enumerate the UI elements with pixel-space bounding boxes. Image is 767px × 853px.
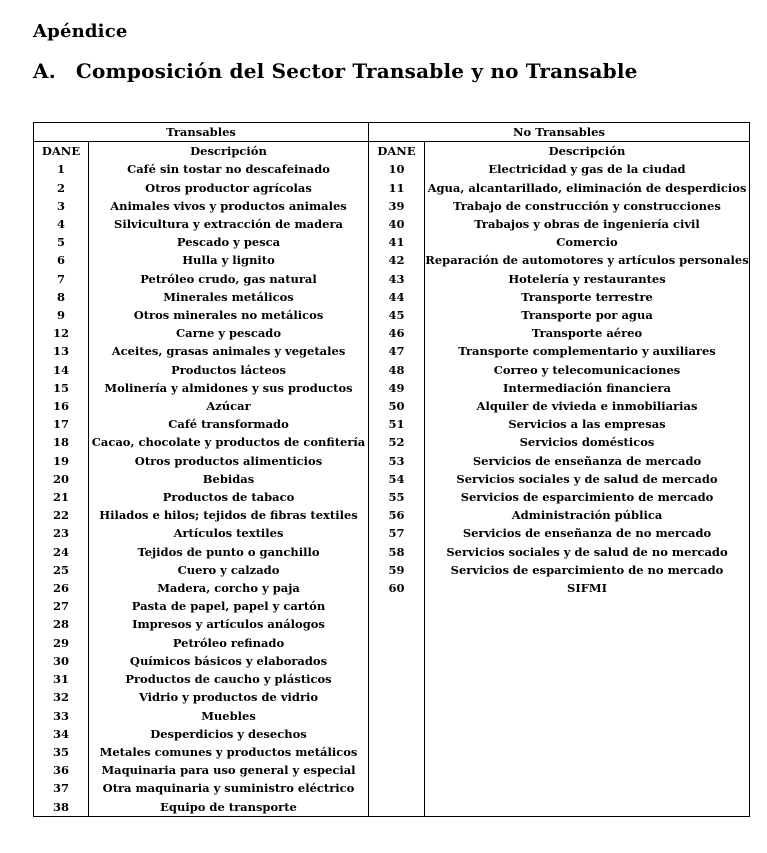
table-row [34,615,750,633]
dane-code-left: 7 [34,270,89,288]
description-right: Servicios sociales y de salud de mercado [456,471,718,486]
description-right: Transporte por agua [521,308,653,323]
dane-code-right: 59 [369,561,425,579]
table-row [34,707,750,725]
dane-code-left: 21 [34,488,89,506]
dane-code-right: 10 [369,160,425,178]
dane-code-right: 40 [369,215,425,233]
dane-code-left: 1 [34,160,89,178]
description-right: Alquiler de vivieda e inmobiliarias [476,399,698,414]
table-row [34,324,750,342]
dane-code-left: 31 [34,670,89,688]
table-row [34,634,750,652]
group-header-row [34,123,750,142]
dane-code-right: 45 [369,306,425,324]
dane-code-right [369,670,425,688]
dane-code-left: 13 [34,342,89,360]
table-row [34,197,750,215]
dane-code-left: 34 [34,725,89,743]
table-row [34,506,750,524]
description-left: Otra maquinaria y suministro eléctrico [89,779,369,797]
description-left: Químicos básicos y elaborados [89,652,369,670]
table-body [34,160,750,816]
description-left: Café transformado [89,415,369,433]
description-right [425,725,750,743]
dane-code-left: 19 [34,452,89,470]
dane-code-right [369,779,425,797]
description-right: Administración pública [511,508,663,523]
description-right: Trabajos y obras de ingeniería civil [474,217,700,232]
table-row [34,288,750,306]
description-left: Silvicultura y extracción de madera [89,215,369,233]
dane-code-right [369,615,425,633]
table-row [34,452,750,470]
description-left: Bebidas [89,470,369,488]
dane-code-right: 41 [369,233,425,251]
description-left: Petróleo refinado [89,634,369,652]
dane-code-left: 33 [34,707,89,725]
dane-code-left: 22 [34,506,89,524]
dane-code-left: 5 [34,233,89,251]
dane-code-left: 23 [34,524,89,542]
description-right: Electricidad y gas de la ciudad [488,162,686,177]
description-right: Agua, alcantarillado, eliminación de desperdicios [427,180,747,195]
table-row [34,670,750,688]
dane-code-right: 53 [369,452,425,470]
dane-code-left: 20 [34,470,89,488]
group-header-transables: Transables [34,123,369,142]
sector-composition-table [33,122,750,817]
description-left: Animales vivos y productos animales [89,197,369,215]
table-row [34,179,750,197]
dane-code-right: 50 [369,397,425,415]
dane-code-left: 12 [34,324,89,342]
dane-code-left: 9 [34,306,89,324]
description-left: Otros productos alimenticios [89,452,369,470]
dane-code-right: 43 [369,270,425,288]
description-left: Productos de caucho y plásticos [89,670,369,688]
description-right: Correo y telecomunicaciones [493,362,681,377]
table-row [34,761,750,779]
dane-code-right [369,707,425,725]
dane-code-right: 49 [369,379,425,397]
section-label: A. [33,59,56,83]
description-right [425,798,750,817]
column-header-descripcion-right: Descripción [548,144,626,159]
table-row [34,470,750,488]
description-right: Servicios de enseñanza de no mercado [462,526,712,541]
description-left: Artículos textiles [89,524,369,542]
description-right: Transporte aéreo [531,326,643,341]
dane-code-right [369,688,425,706]
table-row [34,251,750,269]
description-right: Intermediación financiera [503,380,671,395]
dane-code-right: 55 [369,488,425,506]
section-heading [33,59,638,83]
description-right: Transporte complementario y auxiliares [458,344,716,359]
dane-code-right: 44 [369,288,425,306]
table-row [34,725,750,743]
description-left: Productos de tabaco [89,488,369,506]
description-right: Servicios a las empresas [508,417,666,432]
dane-code-left: 24 [34,543,89,561]
dane-code-left: 37 [34,779,89,797]
table-row [34,397,750,415]
description-left: Productos lácteos [89,361,369,379]
description-left: Hulla y lignito [89,251,369,269]
dane-code-left: 35 [34,743,89,761]
table-row [34,433,750,451]
description-right: SIFMI [567,581,607,596]
table-row [34,579,750,597]
description-left: Tejidos de punto o ganchillo [89,543,369,561]
description-left: Otros minerales no metálicos [89,306,369,324]
dane-code-right: 57 [369,524,425,542]
description-left: Cacao, chocolate y productos de confitería [89,433,369,451]
dane-code-left: 2 [34,179,89,197]
description-left: Petróleo crudo, gas natural [89,270,369,288]
description-left: Vidrio y productos de vidrio [89,688,369,706]
description-right: Servicios de esparcimiento de no mercado [450,562,724,577]
table-row [34,415,750,433]
dane-code-left: 27 [34,597,89,615]
dane-code-left: 3 [34,197,89,215]
description-right: Servicios domésticos [519,435,655,450]
table-row [34,379,750,397]
dane-code-left: 25 [34,561,89,579]
table-row [34,652,750,670]
description-right [425,652,750,670]
dane-code-right: 52 [369,433,425,451]
description-left: Minerales metálicos [89,288,369,306]
table-row [34,743,750,761]
table-row [34,361,750,379]
table-row [34,270,750,288]
description-right: Reparación de automotores y artículos personales [425,253,749,268]
dane-code-left: 28 [34,615,89,633]
dane-code-left: 32 [34,688,89,706]
description-left: Cuero y calzado [89,561,369,579]
dane-code-right: 11 [369,179,425,197]
table-row [34,488,750,506]
table-row [34,524,750,542]
table-row [34,306,750,324]
table-row [34,342,750,360]
description-right [425,615,750,633]
description-right: Hotelería y restaurantes [508,271,666,286]
description-left: Equipo de transporte [89,798,369,817]
dane-code-right: 51 [369,415,425,433]
column-header-dane-left: DANE [34,142,89,161]
dane-code-left: 26 [34,579,89,597]
table-row [34,688,750,706]
dane-code-right [369,761,425,779]
dane-code-right [369,743,425,761]
table-row [34,561,750,579]
dane-code-right: 60 [369,579,425,597]
dane-code-right: 54 [369,470,425,488]
description-left: Madera, corcho y paja [89,579,369,597]
column-header-dane-right: DANE [369,142,425,161]
dane-code-left: 18 [34,433,89,451]
dane-code-left: 4 [34,215,89,233]
dane-code-left: 15 [34,379,89,397]
dane-code-right: 48 [369,361,425,379]
description-right: Comercio [556,235,618,250]
description-left: Hilados e hilos; tejidos de fibras textiles [89,506,369,524]
table-row [34,798,750,817]
column-header-descripcion-left: Descripción [89,142,369,161]
dane-code-left: 17 [34,415,89,433]
description-right [425,779,750,797]
table-row [34,543,750,561]
description-right: Trabajo de construcción y construcciones [453,198,721,213]
dane-code-left: 30 [34,652,89,670]
dane-code-left: 8 [34,288,89,306]
description-left: Maquinaria para uso general y especial [89,761,369,779]
dane-code-right [369,652,425,670]
description-right [425,670,750,688]
table-row [34,597,750,615]
dane-code-right: 47 [369,342,425,360]
dane-code-left: 29 [34,634,89,652]
dane-code-left: 6 [34,251,89,269]
table-row [34,160,750,178]
dane-code-right: 56 [369,506,425,524]
dane-code-left: 14 [34,361,89,379]
description-left: Molinería y almidones y sus productos [89,379,369,397]
description-right: Servicios de enseñanza de mercado [472,453,702,468]
description-right [425,761,750,779]
description-right [425,688,750,706]
description-left: Pescado y pesca [89,233,369,251]
table-row [34,215,750,233]
dane-code-right [369,634,425,652]
description-right [425,743,750,761]
description-left: Azúcar [89,397,369,415]
dane-code-left: 36 [34,761,89,779]
section-title: Composición del Sector Transable y no Transable [75,59,638,83]
dane-code-right: 39 [369,197,425,215]
description-right [425,634,750,652]
description-left: Impresos y artículos análogos [89,615,369,633]
description-right: Servicios sociales y de salud de no mercado [446,544,728,559]
table-row [34,779,750,797]
description-left: Desperdicios y desechos [89,725,369,743]
description-right: Transporte terrestre [521,289,653,304]
description-left: Otros productor agrícolas [89,179,369,197]
dane-code-left: 16 [34,397,89,415]
description-right [425,597,750,615]
description-left: Muebles [89,707,369,725]
dane-code-right: 46 [369,324,425,342]
dane-code-right [369,597,425,615]
dane-code-right: 42 [369,251,425,269]
column-header-row [34,142,750,161]
appendix-title: Apéndice [33,21,128,42]
description-left: Carne y pescado [89,324,369,342]
description-right [425,707,750,725]
description-left: Metales comunes y productos metálicos [89,743,369,761]
group-header-no-transables: No Transables [369,123,750,142]
description-left: Café sin tostar no descafeinado [89,160,369,178]
dane-code-left: 38 [34,798,89,817]
dane-code-right: 58 [369,543,425,561]
dane-code-right [369,725,425,743]
dane-code-right [369,798,425,817]
description-left: Pasta de papel, papel y cartón [89,597,369,615]
description-left: Aceites, grasas animales y vegetales [89,342,369,360]
table-row [34,233,750,251]
description-right: Servicios de esparcimiento de mercado [460,490,714,505]
